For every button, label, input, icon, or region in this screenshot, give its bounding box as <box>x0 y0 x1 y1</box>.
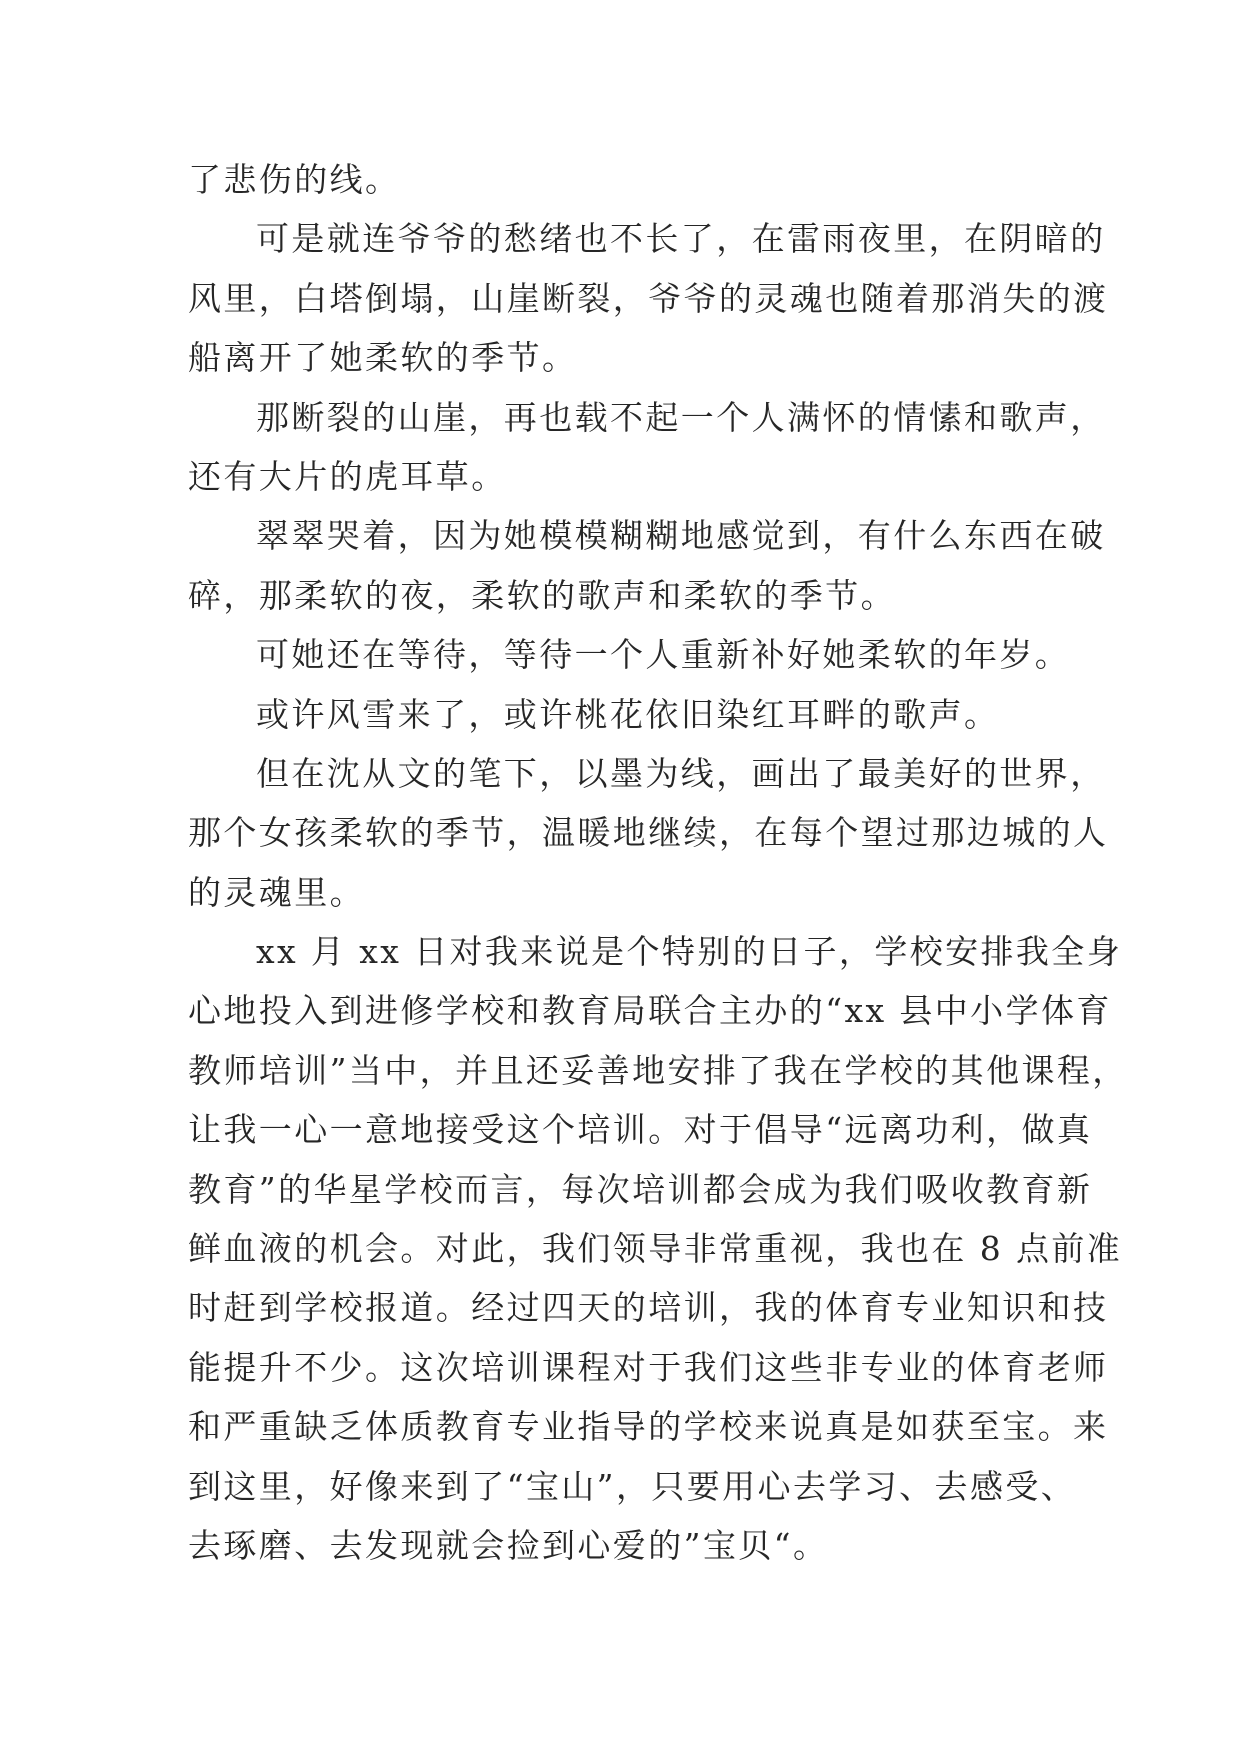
text-line: 碎，那柔软的夜，柔软的歌声和柔软的季节。 <box>188 575 896 615</box>
text-line: 翠翠哭着，因为她模模糊糊地感觉到，有什么东西在破 <box>256 516 1106 556</box>
text-line: 和严重缺乏体质教育专业指导的学校来说真是如获至宝。来 <box>188 1407 1109 1447</box>
text-line: 风里，白塔倒塌，山崖断裂，爷爷的灵魂也随着那消失的渡 <box>188 278 1109 318</box>
text-line: 可她还在等待，等待一个人重新补好她柔软的年岁。 <box>256 635 1071 675</box>
text-line: 的灵魂里。 <box>188 872 365 912</box>
text-line: 了悲伤的线。 <box>188 160 401 199</box>
text-line: 去琢磨、去发现就会捡到心爱的”宝贝“。 <box>188 1525 829 1565</box>
text-line: 教师培训”当中，并且还妥善地安排了我在学校的其他课程， <box>188 1050 1128 1090</box>
text-line: 可是就连爷爷的愁绪也不长了，在雷雨夜里，在阴暗的 <box>256 219 1106 259</box>
text-line: 或许风雪来了，或许桃花依旧染红耳畔的歌声。 <box>256 694 1000 734</box>
text-line: 还有大片的虎耳草。 <box>188 456 507 496</box>
text-line: 那断裂的山崖，再也载不起一个人满怀的情愫和歌声， <box>256 397 1106 437</box>
text-line: 教育”的华星学校而言，每次培训都会成为我们吸收教育新 <box>188 1169 1093 1209</box>
text-line: 让我一心一意地接受这个培训。对于倡导“远离功利，做真 <box>188 1110 1093 1150</box>
text-line: 船离开了她柔软的季节。 <box>188 338 578 378</box>
text-line: 到这里，好像来到了“宝山”，只要用心去学习、去感受、 <box>188 1466 1077 1506</box>
document-body <box>188 150 1128 1575</box>
text-line: xx 月 xx 日对我来说是个特别的日子，学校安排我全身 <box>256 932 1123 972</box>
text-line: 能提升不少。这次培训课程对于我们这些非专业的体育老师 <box>188 1347 1109 1387</box>
text-line: 时赶到学校报道。经过四天的培训，我的体育专业知识和技 <box>188 1288 1109 1328</box>
text-line: 但在沈从文的笔下，以墨为线，画出了最美好的世界， <box>256 753 1106 793</box>
text-line: 鲜血液的机会。对此，我们领导非常重视，我也在 8 点前准 <box>188 1229 1123 1269</box>
text-line: 那个女孩柔软的季节，温暖地继续，在每个望过那边城的人 <box>188 813 1109 853</box>
text-line: 心地投入到进修学校和教育局联合主办的“xx 县中小学体育 <box>188 991 1112 1031</box>
